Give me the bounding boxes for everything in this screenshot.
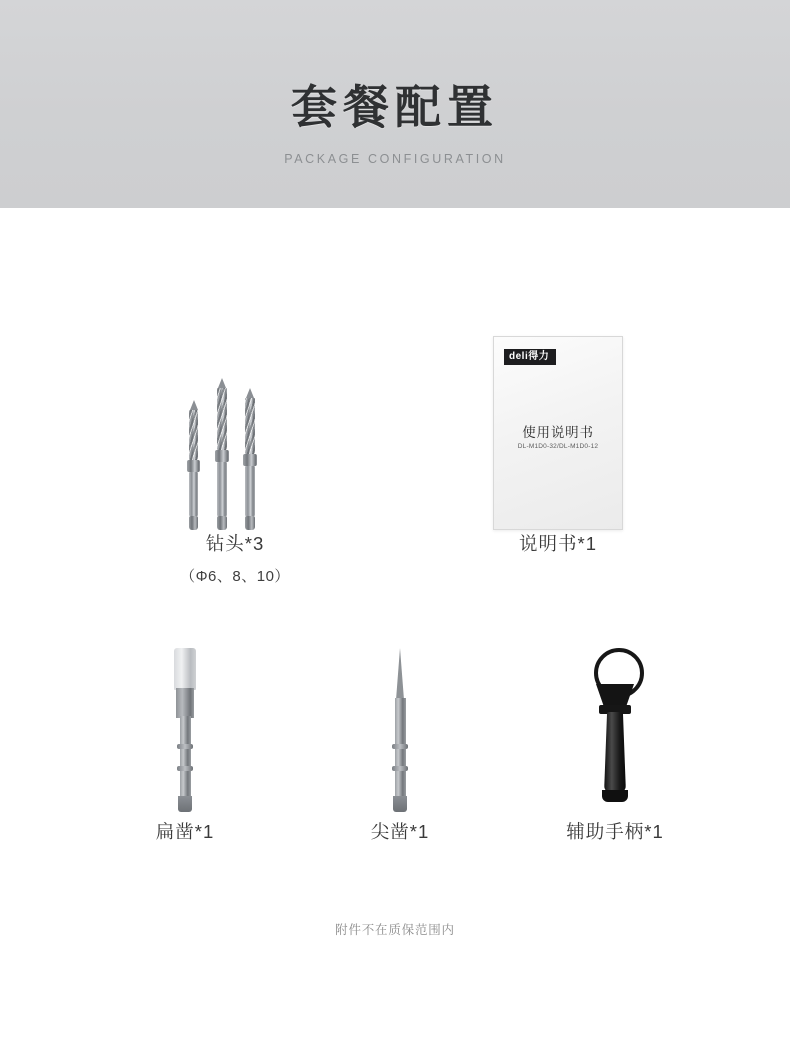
item-point-chisel (330, 608, 470, 844)
item-manual (493, 270, 623, 556)
drill-bits-caption: 钻头*3 (205, 533, 265, 554)
manual-brand-logo: deli得力 (504, 349, 556, 365)
manual-title-text: 使用说明书 (522, 425, 594, 440)
contents-row-bottom (0, 608, 790, 908)
flat-chisel-figure (155, 608, 215, 818)
page-title: 套餐配置 (291, 81, 499, 133)
package-contents (0, 208, 790, 1038)
drill-bits-caption-sub: （Φ6、8、10） (180, 568, 290, 585)
drill-bit-icon (175, 370, 295, 530)
item-flat-chisel (115, 608, 255, 844)
manual-model-text: DL-M1D0-32/DL-M1D0-12 (517, 443, 599, 450)
item-drill-bits (170, 270, 300, 586)
point-chisel-icon (380, 648, 420, 818)
aux-handle-figure (575, 608, 655, 818)
point-chisel-figure (380, 608, 420, 818)
aux-handle-caption: 辅助手柄*1 (566, 821, 664, 842)
item-aux-handle (545, 608, 685, 844)
point-chisel-caption: 尖凿*1 (370, 821, 430, 842)
contents-row-top (0, 270, 790, 650)
flat-chisel-icon (155, 648, 215, 818)
manual-figure (493, 270, 623, 530)
page-subtitle: PACKAGE CONFIGURATION (284, 152, 506, 166)
flat-chisel-caption: 扁凿*1 (155, 821, 215, 842)
drill-bit-1 (189, 410, 198, 530)
manual-caption: 说明书*1 (519, 533, 597, 554)
drill-bit-2 (217, 388, 227, 530)
auxiliary-handle-icon (575, 648, 655, 818)
warranty-footnote: 附件不在质保范围内 (335, 923, 455, 937)
manual-booklet-icon (493, 336, 623, 530)
drill-bit-3 (245, 398, 255, 530)
page-header-banner (0, 0, 790, 208)
drill-bits-figure (175, 270, 295, 530)
